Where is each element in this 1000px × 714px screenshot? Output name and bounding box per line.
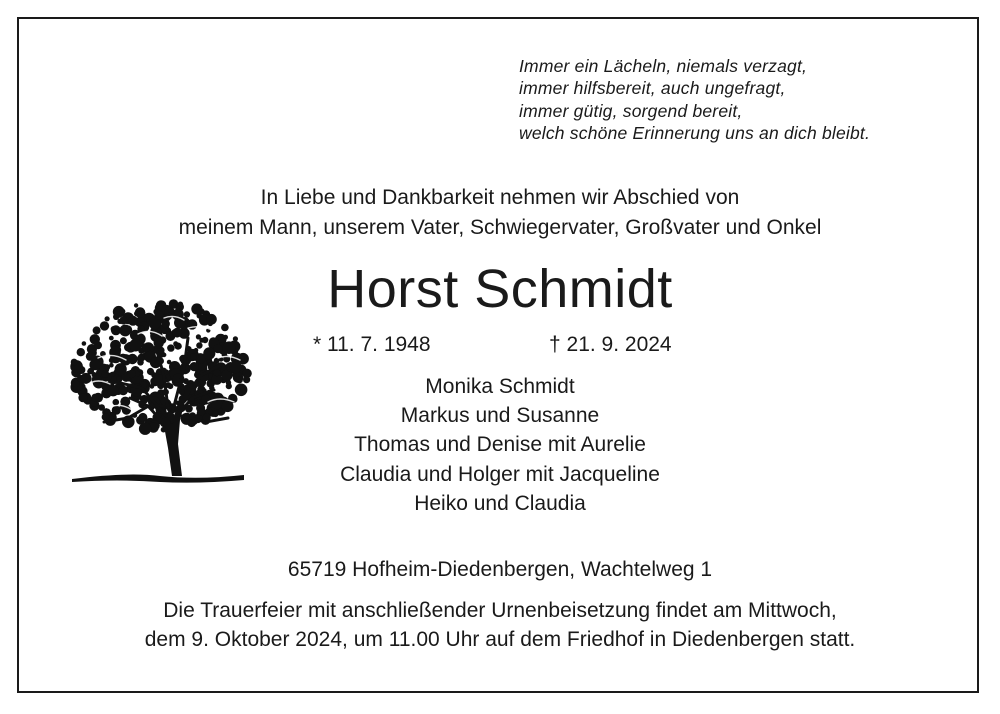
death-date: † 21. 9. 2024 (549, 333, 672, 356)
intro-line: In Liebe und Dankbarkeit nehmen wir Abschied von (260, 186, 740, 209)
birth-date: * 11. 7. 1948 (313, 333, 431, 356)
poem-line: immer gütig, sorgend bereit, (519, 100, 743, 121)
memorial-poem (519, 55, 959, 144)
notice-line: dem 9. Oktober 2024, um 11.00 Uhr auf dem Friedhof in Diedenbergen statt. (144, 628, 856, 651)
family-member: Claudia und Holger mit Jacqueline (340, 462, 660, 486)
family-member: Heiko und Claudia (414, 491, 586, 515)
poem-line: welch schöne Erinnerung uns an dich bleibt. (519, 122, 871, 143)
funeral-notice (0, 596, 1000, 654)
family-member: Thomas und Denise mit Aurelie (354, 433, 646, 457)
family-member: Monika Schmidt (425, 375, 575, 398)
notice-line: Die Trauerfeier mit anschließender Urnenbeisetzung findet am Mittwoch, (163, 599, 837, 622)
farewell-intro (0, 183, 1000, 243)
poem-line: Immer ein Lächeln, niemals verzagt, (519, 56, 808, 76)
family-address: 65719 Hofheim-Diedenbergen, Wachtelweg 1 (287, 558, 713, 581)
intro-line: meinem Mann, unserem Vater, Schwiegervater, Großvater und Onkel (178, 216, 822, 239)
family-members (0, 372, 1000, 518)
poem-line: immer hilfsbereit, auch ungefragt, (519, 78, 786, 99)
family-member: Markus und Susanne (400, 404, 600, 428)
deceased-name: Horst Schmidt (327, 259, 673, 319)
